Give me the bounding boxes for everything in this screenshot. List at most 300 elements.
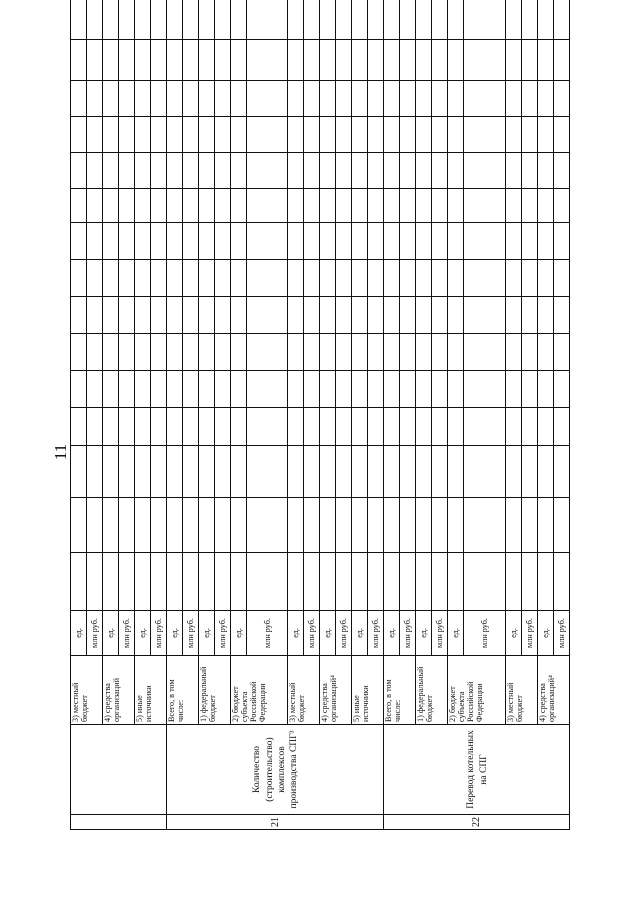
value-cell bbox=[553, 153, 569, 189]
value-cell bbox=[448, 189, 464, 223]
value-cell bbox=[102, 334, 118, 371]
value-cell bbox=[336, 260, 352, 297]
value-cell bbox=[304, 408, 320, 446]
value-cell bbox=[432, 260, 448, 297]
value-cell bbox=[352, 498, 368, 553]
value-cell bbox=[320, 81, 336, 117]
value-cell bbox=[553, 260, 569, 297]
value-cell bbox=[400, 81, 416, 117]
value-cell bbox=[304, 223, 320, 260]
value-cell bbox=[304, 553, 320, 611]
value-cell bbox=[352, 334, 368, 371]
value-cell bbox=[553, 446, 569, 498]
value-cell bbox=[320, 371, 336, 408]
value-cell bbox=[384, 153, 400, 189]
value-cell bbox=[448, 81, 464, 117]
value-cell bbox=[86, 40, 102, 81]
value-cell bbox=[304, 260, 320, 297]
value-cell bbox=[230, 81, 246, 117]
value-cell bbox=[400, 117, 416, 153]
value-cell bbox=[86, 408, 102, 446]
value-cell bbox=[320, 446, 336, 498]
value-cell bbox=[336, 498, 352, 553]
value-cell bbox=[134, 260, 150, 297]
unit-cell: млн руб. bbox=[118, 611, 134, 656]
value-cell bbox=[416, 371, 432, 408]
value-cell bbox=[400, 189, 416, 223]
value-cell bbox=[134, 297, 150, 334]
unit-cell: млн руб. bbox=[521, 611, 537, 656]
funding-source-cell: 5) иные источники bbox=[134, 656, 166, 725]
value-cell bbox=[214, 553, 230, 611]
value-cell bbox=[182, 297, 198, 334]
value-cell bbox=[448, 297, 464, 334]
value-cell bbox=[537, 153, 553, 189]
value-cell bbox=[71, 371, 87, 408]
value-cell bbox=[246, 260, 288, 297]
value-cell bbox=[182, 189, 198, 223]
value-cell bbox=[246, 297, 288, 334]
value-cell bbox=[336, 0, 352, 40]
value-cell bbox=[537, 408, 553, 446]
value-cell bbox=[320, 260, 336, 297]
value-cell bbox=[416, 446, 432, 498]
value-cell bbox=[336, 189, 352, 223]
value-cell bbox=[384, 260, 400, 297]
value-cell bbox=[537, 334, 553, 371]
value-cell bbox=[505, 40, 521, 81]
value-cell bbox=[368, 153, 384, 189]
value-cell bbox=[118, 297, 134, 334]
value-cell bbox=[553, 189, 569, 223]
value-cell bbox=[71, 223, 87, 260]
table-row bbox=[288, 0, 304, 830]
value-cell bbox=[464, 153, 506, 189]
value-cell bbox=[505, 223, 521, 260]
row-number-cell: 22 bbox=[384, 815, 570, 830]
value-cell bbox=[304, 297, 320, 334]
value-cell bbox=[166, 446, 182, 498]
value-cell bbox=[134, 553, 150, 611]
value-cell bbox=[288, 408, 304, 446]
value-cell bbox=[118, 553, 134, 611]
value-cell bbox=[464, 408, 506, 446]
page-number: 11 bbox=[51, 443, 70, 461]
value-cell bbox=[166, 553, 182, 611]
value-cell bbox=[198, 81, 214, 117]
value-cell bbox=[288, 81, 304, 117]
value-cell bbox=[118, 81, 134, 117]
value-cell bbox=[553, 81, 569, 117]
value-cell bbox=[182, 553, 198, 611]
value-cell bbox=[86, 223, 102, 260]
value-cell bbox=[102, 40, 118, 81]
value-cell bbox=[214, 0, 230, 40]
value-cell bbox=[553, 0, 569, 40]
value-cell bbox=[416, 0, 432, 40]
value-cell bbox=[118, 260, 134, 297]
value-cell bbox=[448, 117, 464, 153]
value-cell bbox=[288, 153, 304, 189]
value-cell bbox=[71, 189, 87, 223]
value-cell bbox=[448, 408, 464, 446]
value-cell bbox=[320, 334, 336, 371]
value-cell bbox=[230, 189, 246, 223]
value-cell bbox=[304, 81, 320, 117]
value-cell bbox=[182, 81, 198, 117]
value-cell bbox=[118, 408, 134, 446]
value-cell bbox=[537, 189, 553, 223]
value-cell bbox=[384, 297, 400, 334]
value-cell bbox=[198, 297, 214, 334]
value-cell bbox=[384, 498, 400, 553]
value-cell bbox=[118, 117, 134, 153]
value-cell bbox=[352, 40, 368, 81]
value-cell bbox=[416, 553, 432, 611]
value-cell bbox=[464, 446, 506, 498]
value-cell bbox=[448, 334, 464, 371]
value-cell bbox=[336, 223, 352, 260]
value-cell bbox=[505, 153, 521, 189]
value-cell bbox=[198, 446, 214, 498]
value-cell bbox=[86, 334, 102, 371]
value-cell bbox=[166, 371, 182, 408]
value-cell bbox=[464, 297, 506, 334]
value-cell bbox=[71, 297, 87, 334]
value-cell bbox=[198, 334, 214, 371]
value-cell bbox=[166, 189, 182, 223]
value-cell bbox=[134, 498, 150, 553]
value-cell bbox=[198, 260, 214, 297]
value-cell bbox=[118, 223, 134, 260]
value-cell bbox=[304, 498, 320, 553]
value-cell bbox=[464, 0, 506, 40]
value-cell bbox=[352, 189, 368, 223]
unit-cell: млн руб. bbox=[432, 611, 448, 656]
value-cell bbox=[521, 553, 537, 611]
value-cell bbox=[553, 223, 569, 260]
value-cell bbox=[182, 498, 198, 553]
value-cell bbox=[150, 40, 166, 81]
unit-cell: ед. bbox=[505, 611, 521, 656]
value-cell bbox=[368, 297, 384, 334]
value-cell bbox=[166, 0, 182, 40]
value-cell bbox=[505, 334, 521, 371]
value-cell bbox=[71, 40, 87, 81]
value-cell bbox=[521, 260, 537, 297]
value-cell bbox=[230, 117, 246, 153]
value-cell bbox=[214, 189, 230, 223]
value-cell bbox=[553, 553, 569, 611]
value-cell bbox=[166, 408, 182, 446]
value-cell bbox=[86, 81, 102, 117]
value-cell bbox=[198, 0, 214, 40]
value-cell bbox=[246, 446, 288, 498]
value-cell bbox=[320, 189, 336, 223]
value-cell bbox=[150, 189, 166, 223]
value-cell bbox=[182, 408, 198, 446]
value-cell bbox=[505, 408, 521, 446]
value-cell bbox=[432, 189, 448, 223]
value-cell bbox=[246, 553, 288, 611]
value-cell bbox=[505, 117, 521, 153]
unit-cell: ед. bbox=[102, 611, 118, 656]
value-cell bbox=[288, 117, 304, 153]
value-cell bbox=[134, 81, 150, 117]
value-cell bbox=[464, 117, 506, 153]
value-cell bbox=[102, 223, 118, 260]
value-cell bbox=[400, 371, 416, 408]
value-cell bbox=[246, 40, 288, 81]
value-cell bbox=[246, 334, 288, 371]
funding-source-cell: 4) средства организаций⁴ bbox=[320, 656, 352, 725]
value-cell bbox=[505, 0, 521, 40]
value-cell bbox=[134, 0, 150, 40]
value-cell bbox=[368, 223, 384, 260]
indicator-cell: Количество (строительство) комплексов производства СПГ³ bbox=[166, 725, 383, 815]
funding-source-cell: 3) местный бюджет bbox=[288, 656, 320, 725]
value-cell bbox=[448, 0, 464, 40]
value-cell bbox=[86, 498, 102, 553]
value-cell bbox=[553, 371, 569, 408]
table-row bbox=[505, 0, 521, 830]
value-cell bbox=[71, 260, 87, 297]
value-cell bbox=[246, 117, 288, 153]
value-cell bbox=[134, 446, 150, 498]
value-cell bbox=[352, 117, 368, 153]
unit-cell: ед. bbox=[537, 611, 553, 656]
value-cell bbox=[86, 371, 102, 408]
value-cell bbox=[320, 553, 336, 611]
value-cell bbox=[166, 260, 182, 297]
unit-cell: ед. bbox=[134, 611, 150, 656]
value-cell bbox=[71, 498, 87, 553]
value-cell bbox=[521, 498, 537, 553]
value-cell bbox=[400, 0, 416, 40]
unit-cell: млн руб. bbox=[336, 611, 352, 656]
value-cell bbox=[71, 81, 87, 117]
value-cell bbox=[288, 223, 304, 260]
value-cell bbox=[336, 334, 352, 371]
funding-source-cell: 3) местный бюджет bbox=[71, 656, 103, 725]
value-cell bbox=[230, 334, 246, 371]
value-cell bbox=[182, 334, 198, 371]
value-cell bbox=[304, 0, 320, 40]
value-cell bbox=[384, 334, 400, 371]
value-cell bbox=[368, 371, 384, 408]
value-cell bbox=[71, 0, 87, 40]
table-row bbox=[537, 0, 553, 830]
unit-cell: млн руб. bbox=[182, 611, 198, 656]
value-cell bbox=[368, 498, 384, 553]
value-cell bbox=[182, 117, 198, 153]
unit-cell: млн руб. bbox=[150, 611, 166, 656]
table-row bbox=[448, 0, 464, 830]
value-cell bbox=[416, 297, 432, 334]
value-cell bbox=[71, 446, 87, 498]
value-cell bbox=[214, 153, 230, 189]
value-cell bbox=[102, 408, 118, 446]
value-cell bbox=[432, 153, 448, 189]
value-cell bbox=[118, 371, 134, 408]
value-cell bbox=[505, 446, 521, 498]
value-cell bbox=[432, 408, 448, 446]
value-cell bbox=[416, 189, 432, 223]
value-cell bbox=[384, 446, 400, 498]
value-cell bbox=[320, 0, 336, 40]
table-row bbox=[230, 0, 246, 830]
value-cell bbox=[134, 153, 150, 189]
value-cell bbox=[246, 189, 288, 223]
value-cell bbox=[150, 117, 166, 153]
value-cell bbox=[448, 371, 464, 408]
value-cell bbox=[118, 334, 134, 371]
table-row bbox=[384, 0, 400, 830]
value-cell bbox=[400, 446, 416, 498]
value-cell bbox=[246, 153, 288, 189]
value-cell bbox=[86, 153, 102, 189]
value-cell bbox=[464, 553, 506, 611]
value-cell bbox=[214, 371, 230, 408]
value-cell bbox=[384, 189, 400, 223]
value-cell bbox=[368, 260, 384, 297]
value-cell bbox=[150, 260, 166, 297]
value-cell bbox=[537, 446, 553, 498]
value-cell bbox=[71, 153, 87, 189]
value-cell bbox=[448, 153, 464, 189]
value-cell bbox=[432, 371, 448, 408]
value-cell bbox=[198, 408, 214, 446]
value-cell bbox=[134, 189, 150, 223]
value-cell bbox=[521, 0, 537, 40]
value-cell bbox=[118, 0, 134, 40]
value-cell bbox=[198, 223, 214, 260]
value-cell bbox=[230, 260, 246, 297]
value-cell bbox=[553, 498, 569, 553]
funding-source-cell: 1) федеральный бюджет bbox=[416, 656, 448, 725]
value-cell bbox=[86, 553, 102, 611]
value-cell bbox=[537, 498, 553, 553]
table-row bbox=[416, 0, 432, 830]
funding-source-cell: 2) бюджет субъекта Российской Федерации bbox=[230, 656, 288, 725]
value-cell bbox=[553, 334, 569, 371]
value-cell bbox=[198, 117, 214, 153]
value-cell bbox=[118, 153, 134, 189]
value-cell bbox=[71, 117, 87, 153]
value-cell bbox=[521, 408, 537, 446]
table-row bbox=[166, 0, 182, 830]
value-cell bbox=[214, 446, 230, 498]
unit-cell: ед. bbox=[384, 611, 400, 656]
value-cell bbox=[288, 334, 304, 371]
value-cell bbox=[352, 553, 368, 611]
value-cell bbox=[336, 40, 352, 81]
value-cell bbox=[336, 553, 352, 611]
unit-cell: ед. bbox=[71, 611, 87, 656]
value-cell bbox=[214, 408, 230, 446]
value-cell bbox=[320, 117, 336, 153]
unit-cell: ед. bbox=[320, 611, 336, 656]
value-cell bbox=[150, 371, 166, 408]
value-cell bbox=[400, 223, 416, 260]
value-cell bbox=[505, 260, 521, 297]
value-cell bbox=[230, 40, 246, 81]
value-cell bbox=[166, 117, 182, 153]
value-cell bbox=[166, 334, 182, 371]
table-row bbox=[352, 0, 368, 830]
value-cell bbox=[214, 260, 230, 297]
table-row bbox=[102, 0, 118, 830]
value-cell bbox=[150, 334, 166, 371]
value-cell bbox=[246, 408, 288, 446]
value-cell bbox=[352, 0, 368, 40]
value-cell bbox=[537, 81, 553, 117]
value-cell bbox=[537, 0, 553, 40]
value-cell bbox=[416, 498, 432, 553]
unit-cell: ед. bbox=[230, 611, 246, 656]
value-cell bbox=[416, 40, 432, 81]
value-cell bbox=[166, 81, 182, 117]
value-cell bbox=[464, 40, 506, 81]
value-cell bbox=[336, 153, 352, 189]
value-cell bbox=[182, 446, 198, 498]
value-cell bbox=[368, 408, 384, 446]
value-cell bbox=[134, 117, 150, 153]
indicator-cell: Перевод котельных на СПГ bbox=[384, 725, 570, 815]
value-cell bbox=[384, 81, 400, 117]
value-cell bbox=[304, 371, 320, 408]
value-cell bbox=[230, 153, 246, 189]
value-cell bbox=[521, 297, 537, 334]
value-cell bbox=[118, 40, 134, 81]
funding-source-cell: 1) федеральный бюджет bbox=[198, 656, 230, 725]
value-cell bbox=[230, 498, 246, 553]
value-cell bbox=[416, 117, 432, 153]
value-cell bbox=[134, 371, 150, 408]
value-cell bbox=[368, 553, 384, 611]
value-cell bbox=[553, 117, 569, 153]
unit-cell: ед. bbox=[288, 611, 304, 656]
value-cell bbox=[537, 553, 553, 611]
value-cell bbox=[336, 297, 352, 334]
funding-source-cell: Всего, в том числе: bbox=[166, 656, 198, 725]
value-cell bbox=[553, 297, 569, 334]
value-cell bbox=[198, 371, 214, 408]
value-cell bbox=[505, 371, 521, 408]
program-table bbox=[70, 0, 570, 830]
value-cell bbox=[86, 117, 102, 153]
value-cell bbox=[384, 408, 400, 446]
value-cell bbox=[521, 371, 537, 408]
value-cell bbox=[102, 153, 118, 189]
value-cell bbox=[182, 0, 198, 40]
funding-source-cell: 2) бюджет субъекта Российской Федерации bbox=[448, 656, 506, 725]
unit-cell: млн руб. bbox=[86, 611, 102, 656]
indicator-cell bbox=[71, 725, 167, 815]
value-cell bbox=[537, 371, 553, 408]
value-cell bbox=[304, 334, 320, 371]
rotated-table-wrapper bbox=[70, 50, 570, 830]
value-cell bbox=[320, 223, 336, 260]
value-cell bbox=[86, 0, 102, 40]
value-cell bbox=[288, 553, 304, 611]
value-cell bbox=[102, 260, 118, 297]
value-cell bbox=[230, 371, 246, 408]
value-cell bbox=[214, 498, 230, 553]
value-cell bbox=[214, 117, 230, 153]
value-cell bbox=[368, 189, 384, 223]
value-cell bbox=[230, 553, 246, 611]
